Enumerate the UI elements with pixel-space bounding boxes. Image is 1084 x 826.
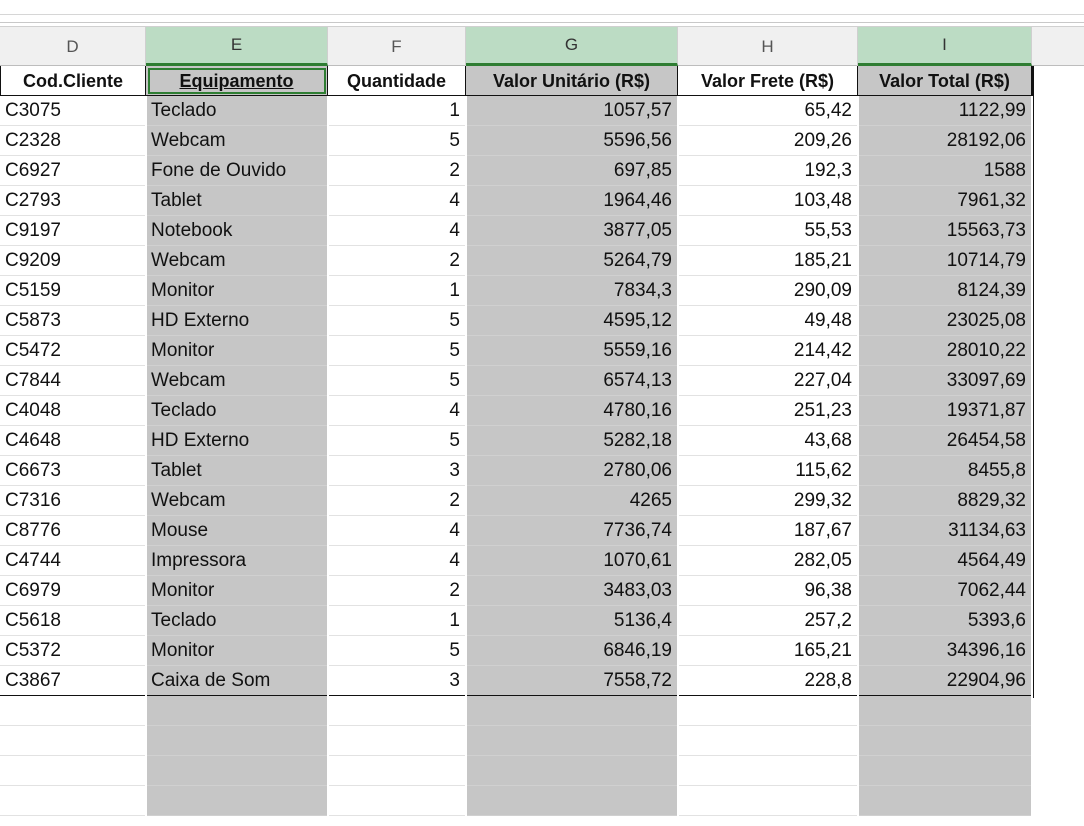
table-cell[interactable]: 23025,08 [858, 306, 1032, 336]
empty-cell[interactable] [466, 696, 678, 726]
table-cell[interactable]: 1 [328, 276, 466, 306]
table-cell[interactable]: 1 [328, 96, 466, 126]
table-cell[interactable]: Webcam [146, 366, 328, 396]
header-label: Valor Total (R$) [879, 71, 1010, 91]
header-label: Valor Unitário (R$) [492, 71, 651, 91]
table-cell[interactable]: 15563,73 [858, 216, 1032, 246]
empty-cell[interactable] [146, 756, 328, 786]
table-cell[interactable]: 257,2 [678, 606, 858, 636]
column-header-row [0, 26, 1084, 66]
empty-cell[interactable] [858, 726, 1032, 756]
table-cell[interactable]: 251,23 [678, 396, 858, 426]
empty-cell[interactable] [0, 726, 146, 756]
table-cell[interactable]: 28010,22 [858, 336, 1032, 366]
table-cell[interactable]: 5 [328, 336, 466, 366]
table-row [0, 246, 1084, 276]
table-cell[interactable]: 5 [328, 636, 466, 666]
table-cell[interactable]: C5159 [0, 276, 146, 306]
empty-cell[interactable] [858, 756, 1032, 786]
table-cell[interactable]: C4648 [0, 426, 146, 456]
column-header-f[interactable]: F [328, 27, 466, 66]
table-cell[interactable]: 22904,96 [858, 666, 1032, 696]
table-cell[interactable]: C4048 [0, 396, 146, 426]
table-row [0, 396, 1084, 426]
column-divider [145, 96, 147, 826]
table-cell[interactable]: 8455,8 [858, 456, 1032, 486]
table-cell[interactable]: C5372 [0, 636, 146, 666]
table-cell[interactable]: 34396,16 [858, 636, 1032, 666]
table-cell[interactable]: 4 [328, 396, 466, 426]
table-cell[interactable]: 697,85 [466, 156, 678, 186]
table-cell[interactable]: Caixa de Som [146, 666, 328, 696]
table-cell[interactable]: 7961,32 [858, 186, 1032, 216]
empty-cell[interactable] [328, 786, 466, 816]
table-cell[interactable]: Monitor [146, 636, 328, 666]
column-header-d[interactable]: D [0, 27, 146, 66]
header-label: Equipamento [179, 71, 294, 91]
table-cell[interactable]: 290,09 [678, 276, 858, 306]
table-cell[interactable]: C6673 [0, 456, 146, 486]
table-cell[interactable]: 214,42 [678, 336, 858, 366]
table-row [0, 486, 1084, 516]
header-cell[interactable] [678, 66, 858, 96]
column-header-i[interactable]: I [858, 27, 1032, 66]
table-cell[interactable]: 2 [328, 576, 466, 606]
table-cell[interactable]: 187,67 [678, 516, 858, 546]
table-cell[interactable]: 282,05 [678, 546, 858, 576]
column-header-h[interactable]: H [678, 27, 858, 66]
table-cell[interactable]: C2793 [0, 186, 146, 216]
table-cell[interactable]: C6979 [0, 576, 146, 606]
table-cell[interactable]: 8124,39 [858, 276, 1032, 306]
table-cell[interactable]: 4 [328, 516, 466, 546]
table-cell[interactable]: 65,42 [678, 96, 858, 126]
table-row [0, 306, 1084, 336]
empty-cell[interactable] [858, 786, 1032, 816]
table-cell[interactable]: 299,32 [678, 486, 858, 516]
table-cell[interactable]: HD Externo [146, 306, 328, 336]
table-cell[interactable]: 1070,61 [466, 546, 678, 576]
table-cell[interactable]: 5282,18 [466, 426, 678, 456]
table-row [0, 666, 1084, 696]
table-row [0, 126, 1084, 156]
table-cell[interactable]: Monitor [146, 276, 328, 306]
toolbar-strip [0, 0, 1084, 26]
table-cell[interactable]: 4595,12 [466, 306, 678, 336]
empty-cell[interactable] [0, 696, 146, 726]
table-cell[interactable]: 3 [328, 666, 466, 696]
table-cell[interactable]: Monitor [146, 576, 328, 606]
table-cell[interactable]: C2328 [0, 126, 146, 156]
table-cell[interactable]: 115,62 [678, 456, 858, 486]
table-cell[interactable]: 96,38 [678, 576, 858, 606]
table-row [0, 336, 1084, 366]
table-cell[interactable]: Webcam [146, 486, 328, 516]
column-header-g[interactable]: G [466, 27, 678, 66]
table-cell[interactable]: C5873 [0, 306, 146, 336]
empty-cell[interactable] [678, 696, 858, 726]
table-cell[interactable]: Tablet [146, 456, 328, 486]
table-cell[interactable]: 165,21 [678, 636, 858, 666]
table-cell[interactable]: 1964,46 [466, 186, 678, 216]
header-cell[interactable] [466, 66, 678, 96]
table-cell[interactable]: 3483,03 [466, 576, 678, 606]
empty-cell[interactable] [328, 696, 466, 726]
table-row [0, 456, 1084, 486]
empty-cell[interactable] [858, 696, 1032, 726]
table-cell[interactable]: 7834,3 [466, 276, 678, 306]
header-cell[interactable] [0, 66, 146, 96]
table-row [0, 276, 1084, 306]
column-divider [1031, 96, 1033, 826]
table-row [0, 516, 1084, 546]
table-cell[interactable]: 3 [328, 456, 466, 486]
table-cell[interactable]: C5618 [0, 606, 146, 636]
empty-row [0, 786, 1084, 816]
table-row [0, 576, 1084, 606]
table-cell[interactable]: C4744 [0, 546, 146, 576]
table-cell[interactable]: 103,48 [678, 186, 858, 216]
empty-cell[interactable] [328, 726, 466, 756]
table-cell[interactable]: 2780,06 [466, 456, 678, 486]
table-row [0, 366, 1084, 396]
table-cell[interactable]: Tablet [146, 186, 328, 216]
table-cell[interactable]: C9209 [0, 246, 146, 276]
table-cell[interactable]: Webcam [146, 126, 328, 156]
table-row [0, 156, 1084, 186]
table-cell[interactable]: 7736,74 [466, 516, 678, 546]
table-cell[interactable]: 55,53 [678, 216, 858, 246]
table-cell[interactable]: 5559,16 [466, 336, 678, 366]
table-cell[interactable]: 227,04 [678, 366, 858, 396]
table-cell[interactable]: 5 [328, 366, 466, 396]
table-cell[interactable]: C6927 [0, 156, 146, 186]
table-row [0, 186, 1084, 216]
table-cell[interactable]: 6574,13 [466, 366, 678, 396]
empty-cell[interactable] [466, 726, 678, 756]
empty-cell[interactable] [146, 786, 328, 816]
table-cell[interactable]: 4 [328, 216, 466, 246]
table-cell[interactable]: 5264,79 [466, 246, 678, 276]
table-cell[interactable]: 3877,05 [466, 216, 678, 246]
empty-cell[interactable] [328, 756, 466, 786]
table-cell[interactable]: C9197 [0, 216, 146, 246]
table-row [0, 96, 1084, 126]
table-cell[interactable]: 192,3 [678, 156, 858, 186]
table-cell[interactable]: C5472 [0, 336, 146, 366]
table-cell[interactable]: 228,8 [678, 666, 858, 696]
empty-cell[interactable] [146, 696, 328, 726]
table-row [0, 636, 1084, 666]
header-label: Valor Frete (R$) [700, 71, 835, 91]
table-cell[interactable]: 7062,44 [858, 576, 1032, 606]
empty-cell[interactable] [678, 726, 858, 756]
header-cell[interactable] [328, 66, 466, 96]
table-cell[interactable]: C3867 [0, 666, 146, 696]
column-divider [465, 96, 467, 826]
table-cell[interactable]: 4 [328, 186, 466, 216]
empty-cell[interactable] [0, 756, 146, 786]
table-cell[interactable]: 10714,79 [858, 246, 1032, 276]
table-cell[interactable]: 1057,57 [466, 96, 678, 126]
table-cell[interactable]: 7558,72 [466, 666, 678, 696]
empty-cell[interactable] [678, 786, 858, 816]
table-header-row [0, 66, 1084, 96]
table-cell[interactable]: 5 [328, 126, 466, 156]
table-cell[interactable]: 26454,58 [858, 426, 1032, 456]
table-row [0, 216, 1084, 246]
table-cell[interactable]: 8829,32 [858, 486, 1032, 516]
empty-cell[interactable] [466, 756, 678, 786]
table-cell[interactable]: 5393,6 [858, 606, 1032, 636]
empty-cell[interactable] [146, 726, 328, 756]
header-label: Quantidade [346, 71, 446, 91]
table-cell[interactable]: 6846,19 [466, 636, 678, 666]
table-cell[interactable]: Impressora [146, 546, 328, 576]
empty-row [0, 726, 1084, 756]
table-cell[interactable]: C3075 [0, 96, 146, 126]
column-divider [327, 96, 329, 826]
column-divider [677, 96, 679, 826]
table-cell[interactable]: 5 [328, 306, 466, 336]
empty-cell[interactable] [0, 786, 146, 816]
table-cell[interactable]: 1122,99 [858, 96, 1032, 126]
table-cell[interactable]: Webcam [146, 246, 328, 276]
table-cell[interactable]: 185,21 [678, 246, 858, 276]
header-cell[interactable] [858, 66, 1032, 96]
table-cell[interactable]: Monitor [146, 336, 328, 366]
table-cell[interactable]: 4 [328, 546, 466, 576]
table-cell[interactable]: Mouse [146, 516, 328, 546]
table-cell[interactable]: 2 [328, 156, 466, 186]
table-row [0, 546, 1084, 576]
header-label: Cod.Cliente [22, 71, 123, 91]
table-row [0, 426, 1084, 456]
table-cell[interactable]: 2 [328, 486, 466, 516]
empty-row [0, 696, 1084, 726]
table-cell[interactable]: Teclado [146, 606, 328, 636]
table-cell[interactable]: 5136,4 [466, 606, 678, 636]
table-cell[interactable]: C7316 [0, 486, 146, 516]
empty-cell[interactable] [678, 756, 858, 786]
table-cell[interactable]: 1588 [858, 156, 1032, 186]
table-cell[interactable]: 4780,16 [466, 396, 678, 426]
table-cell[interactable]: 28192,06 [858, 126, 1032, 156]
table-cell[interactable]: Notebook [146, 216, 328, 246]
table-cell[interactable]: 4265 [466, 486, 678, 516]
table-cell[interactable]: Teclado [146, 96, 328, 126]
table-cell[interactable]: 5596,56 [466, 126, 678, 156]
table-cell[interactable]: C7844 [0, 366, 146, 396]
header-cell[interactable] [146, 66, 328, 96]
table-cell[interactable]: 5 [328, 426, 466, 456]
table-cell[interactable]: 1 [328, 606, 466, 636]
table-cell[interactable]: 33097,69 [858, 366, 1032, 396]
column-header-e[interactable]: E [146, 27, 328, 66]
column-divider [857, 96, 859, 826]
table-cell[interactable]: 49,48 [678, 306, 858, 336]
empty-cell[interactable] [466, 786, 678, 816]
table-cell[interactable]: Teclado [146, 396, 328, 426]
table-cell[interactable]: 4564,49 [858, 546, 1032, 576]
table-row [0, 606, 1084, 636]
column-header-next[interactable] [1032, 27, 1084, 66]
table-cell[interactable]: C8776 [0, 516, 146, 546]
table-cell[interactable]: 31134,63 [858, 516, 1032, 546]
empty-row [0, 756, 1084, 786]
table-cell[interactable]: 43,68 [678, 426, 858, 456]
table-cell[interactable]: HD Externo [146, 426, 328, 456]
table-cell[interactable]: 209,26 [678, 126, 858, 156]
table-cell[interactable]: Fone de Ouvido [146, 156, 328, 186]
table-cell[interactable]: 2 [328, 246, 466, 276]
table-cell[interactable]: 19371,87 [858, 396, 1032, 426]
